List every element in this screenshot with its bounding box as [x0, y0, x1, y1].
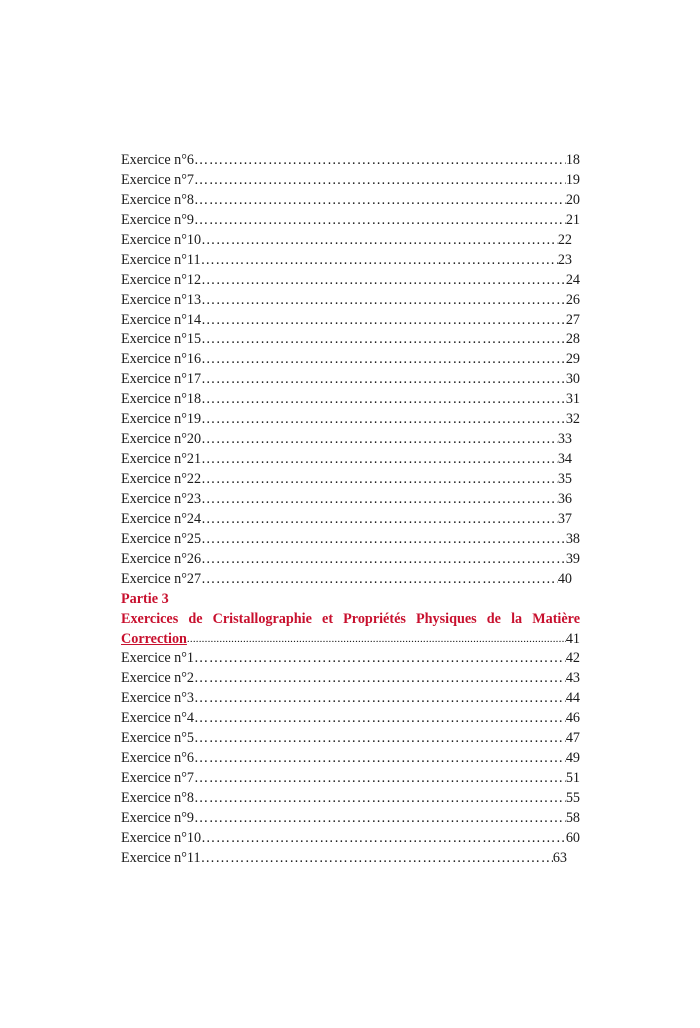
toc-entry[interactable]: Exercice n°2 ……………………………………………………………………………………………………………………………………… 43	[121, 669, 580, 689]
dot-leader	[201, 849, 553, 869]
toc-entry[interactable]: Exercice n°7 ……………………………………………………………………………………………………………………………………… 19	[121, 171, 580, 191]
dot-leader	[201, 570, 558, 590]
toc-entry[interactable]: Exercice n°16 ……………………………………………………………………………………………………………………………………… 29	[121, 350, 580, 370]
dot-leader	[201, 530, 566, 550]
dot-leader	[194, 749, 566, 769]
toc-entry[interactable]: Exercice n°26 ……………………………………………………………………………………………………………………………………… 39	[121, 550, 580, 570]
dot-leader	[201, 470, 558, 490]
dot-leader	[201, 370, 566, 390]
toc-entry[interactable]: Exercice n°25 ……………………………………………………………………………………………………………………………………… 38	[121, 530, 580, 550]
table-of-contents	[121, 151, 580, 869]
dot-leader	[194, 649, 566, 669]
toc-entry[interactable]: Exercice n°23 ……………………………………………………………………………………………………………………………………… 36	[121, 490, 572, 510]
dot-leader	[201, 291, 566, 311]
dot-leader	[194, 709, 566, 729]
dot-leader	[201, 350, 566, 370]
dot-leader	[201, 550, 566, 570]
page-number: 20	[565, 191, 580, 208]
dot-leader	[194, 729, 566, 749]
dot-leader	[201, 410, 566, 430]
toc-entry[interactable]: Exercice n°5 ……………………………………………………………………………………………………………………………………… 47	[121, 729, 580, 749]
dot-leader	[201, 231, 558, 251]
toc-entry[interactable]: Exercice n°22 ……………………………………………………………………………………………………………………………………… 35	[121, 470, 572, 490]
page-number: 23	[557, 251, 572, 268]
page-number: 34	[557, 451, 572, 468]
toc-entry[interactable]: Exercice n°9 ……………………………………………………………………………………………………………………………………… 58	[121, 809, 580, 829]
toc-entry[interactable]: Exercice n°10 ……………………………………………………………………………………………………………………………………… 60	[121, 829, 580, 849]
dot-leader	[194, 689, 566, 709]
dot-leader	[201, 330, 566, 350]
toc-entry[interactable]: Exercice n°15 ……………………………………………………………………………………………………………………………………… 28	[121, 330, 580, 350]
toc-entry[interactable]: Exercice n°13 ……………………………………………………………………………………………………………………………………… 26	[121, 291, 580, 311]
toc-entry[interactable]: Exercice n°8 ……………………………………………………………………………………………………………………………………… 20	[121, 191, 580, 211]
toc-entry[interactable]: Exercice n°14 ……………………………………………………………………………………………………………………………………… 27	[121, 311, 580, 331]
page-number: 58	[565, 809, 580, 826]
page-number: 36	[557, 490, 572, 507]
page-number: 24	[565, 271, 580, 288]
part-title: Exercices de Cristallographie et Propriétés Physiques de la Matière	[121, 610, 580, 627]
page-number: 40	[557, 570, 572, 587]
page-number: 63	[552, 849, 567, 866]
page-number: 22	[557, 231, 572, 248]
page-number: 38	[565, 530, 580, 547]
page-number: 42	[565, 650, 580, 667]
toc-entry[interactable]: Exercice n°6 ……………………………………………………………………………………………………………………………………… 18	[121, 151, 580, 171]
correction-entry[interactable]	[121, 630, 580, 650]
page-number: 51	[565, 770, 580, 787]
toc-entry[interactable]: Exercice n°19 ……………………………………………………………………………………………………………………………………… 32	[121, 410, 580, 430]
toc-entry[interactable]: Exercice n°24 ……………………………………………………………………………………………………………………………………… 37	[121, 510, 572, 530]
page-number: 60	[565, 829, 580, 846]
page-number: 28	[565, 331, 580, 348]
dot-leader	[194, 171, 566, 191]
toc-entry[interactable]: Exercice n°7 ……………………………………………………………………………………………………………………………………… 51	[121, 769, 580, 789]
dot-leader	[194, 191, 566, 211]
dot-leader	[194, 211, 566, 231]
toc-entry[interactable]: Exercice n°8 ……………………………………………………………………………………………………………………………………… 55	[121, 789, 580, 809]
page-number: 30	[565, 371, 580, 388]
page-number: 31	[565, 391, 580, 408]
page-number: 18	[565, 152, 580, 168]
dot-leader	[201, 829, 566, 849]
dot-leader	[201, 311, 566, 331]
dot-leader	[201, 450, 558, 470]
dot-leader	[201, 490, 558, 510]
section-2-entries	[121, 151, 580, 590]
page-number: 26	[565, 291, 580, 308]
toc-entry[interactable]: Exercice n°21 ……………………………………………………………………………………………………………………………………… 34	[121, 450, 572, 470]
toc-entry[interactable]: Exercice n°20 ……………………………………………………………………………………………………………………………………… 33	[121, 430, 572, 450]
page-number: 19	[565, 171, 580, 188]
dot-leader	[194, 669, 566, 689]
dot-leader	[201, 390, 566, 410]
page-number: 29	[565, 351, 580, 368]
part-heading: Partie 3	[121, 590, 169, 607]
toc-entry[interactable]: Exercice n°12 ……………………………………………………………………………………………………………………………………… 24	[121, 271, 580, 291]
dot-leader	[201, 510, 558, 530]
page-number: 27	[565, 311, 580, 328]
page-number: 33	[557, 431, 572, 448]
correction-link[interactable]: Correction	[121, 630, 187, 647]
toc-entry[interactable]: Exercice n°4 ……………………………………………………………………………………………………………………………………… 46	[121, 709, 580, 729]
page-number: 46	[565, 710, 580, 727]
toc-entry[interactable]: Exercice n°1 ……………………………………………………………………………………………………………………………………… 42	[121, 649, 580, 669]
toc-entry[interactable]: Exercice n°3 ……………………………………………………………………………………………………………………………………… 44	[121, 689, 580, 709]
dot-leader	[194, 151, 566, 171]
dot-leader	[194, 789, 566, 809]
page-number: 37	[557, 510, 572, 527]
toc-entry[interactable]: Exercice n°11 ……………………………………………………………………………………………………………………………………… 63	[121, 849, 567, 869]
page-number: 44	[565, 690, 580, 707]
toc-entry[interactable]: Exercice n°6 ……………………………………………………………………………………………………………………………………… 49	[121, 749, 580, 769]
dot-leader	[194, 809, 566, 829]
dot-leader	[201, 430, 558, 450]
toc-entry[interactable]: Exercice n°17 ……………………………………………………………………………………………………………………………………… 30	[121, 370, 580, 390]
toc-entry[interactable]: Exercice n°18 ……………………………………………………………………………………………………………………………………… 31	[121, 390, 580, 410]
toc-entry[interactable]: Exercice n°27 ……………………………………………………………………………………………………………………………………… 40	[121, 570, 572, 590]
page-number: 55	[565, 790, 580, 806]
dot-leader	[194, 769, 566, 789]
page-number: 21	[565, 211, 580, 228]
page-number: 35	[557, 471, 572, 487]
page-number: 43	[565, 670, 580, 687]
dot-leader	[201, 271, 566, 291]
toc-entry[interactable]: Exercice n°11 ……………………………………………………………………………………………………………………………………… 23	[121, 251, 572, 271]
page-number: 47	[565, 730, 580, 747]
toc-entry[interactable]: Exercice n°10 ……………………………………………………………………………………………………………………………………… 22	[121, 231, 572, 251]
page-number: 32	[565, 411, 580, 428]
page-number: 41	[565, 630, 580, 647]
dot-leader	[201, 251, 558, 271]
part-3-section	[121, 590, 580, 869]
page-number: 49	[565, 750, 580, 767]
toc-entry[interactable]: Exercice n°9 ……………………………………………………………………………………………………………………………………… 21	[121, 211, 580, 231]
dot-leader	[187, 630, 566, 650]
page-number: 39	[565, 550, 580, 567]
